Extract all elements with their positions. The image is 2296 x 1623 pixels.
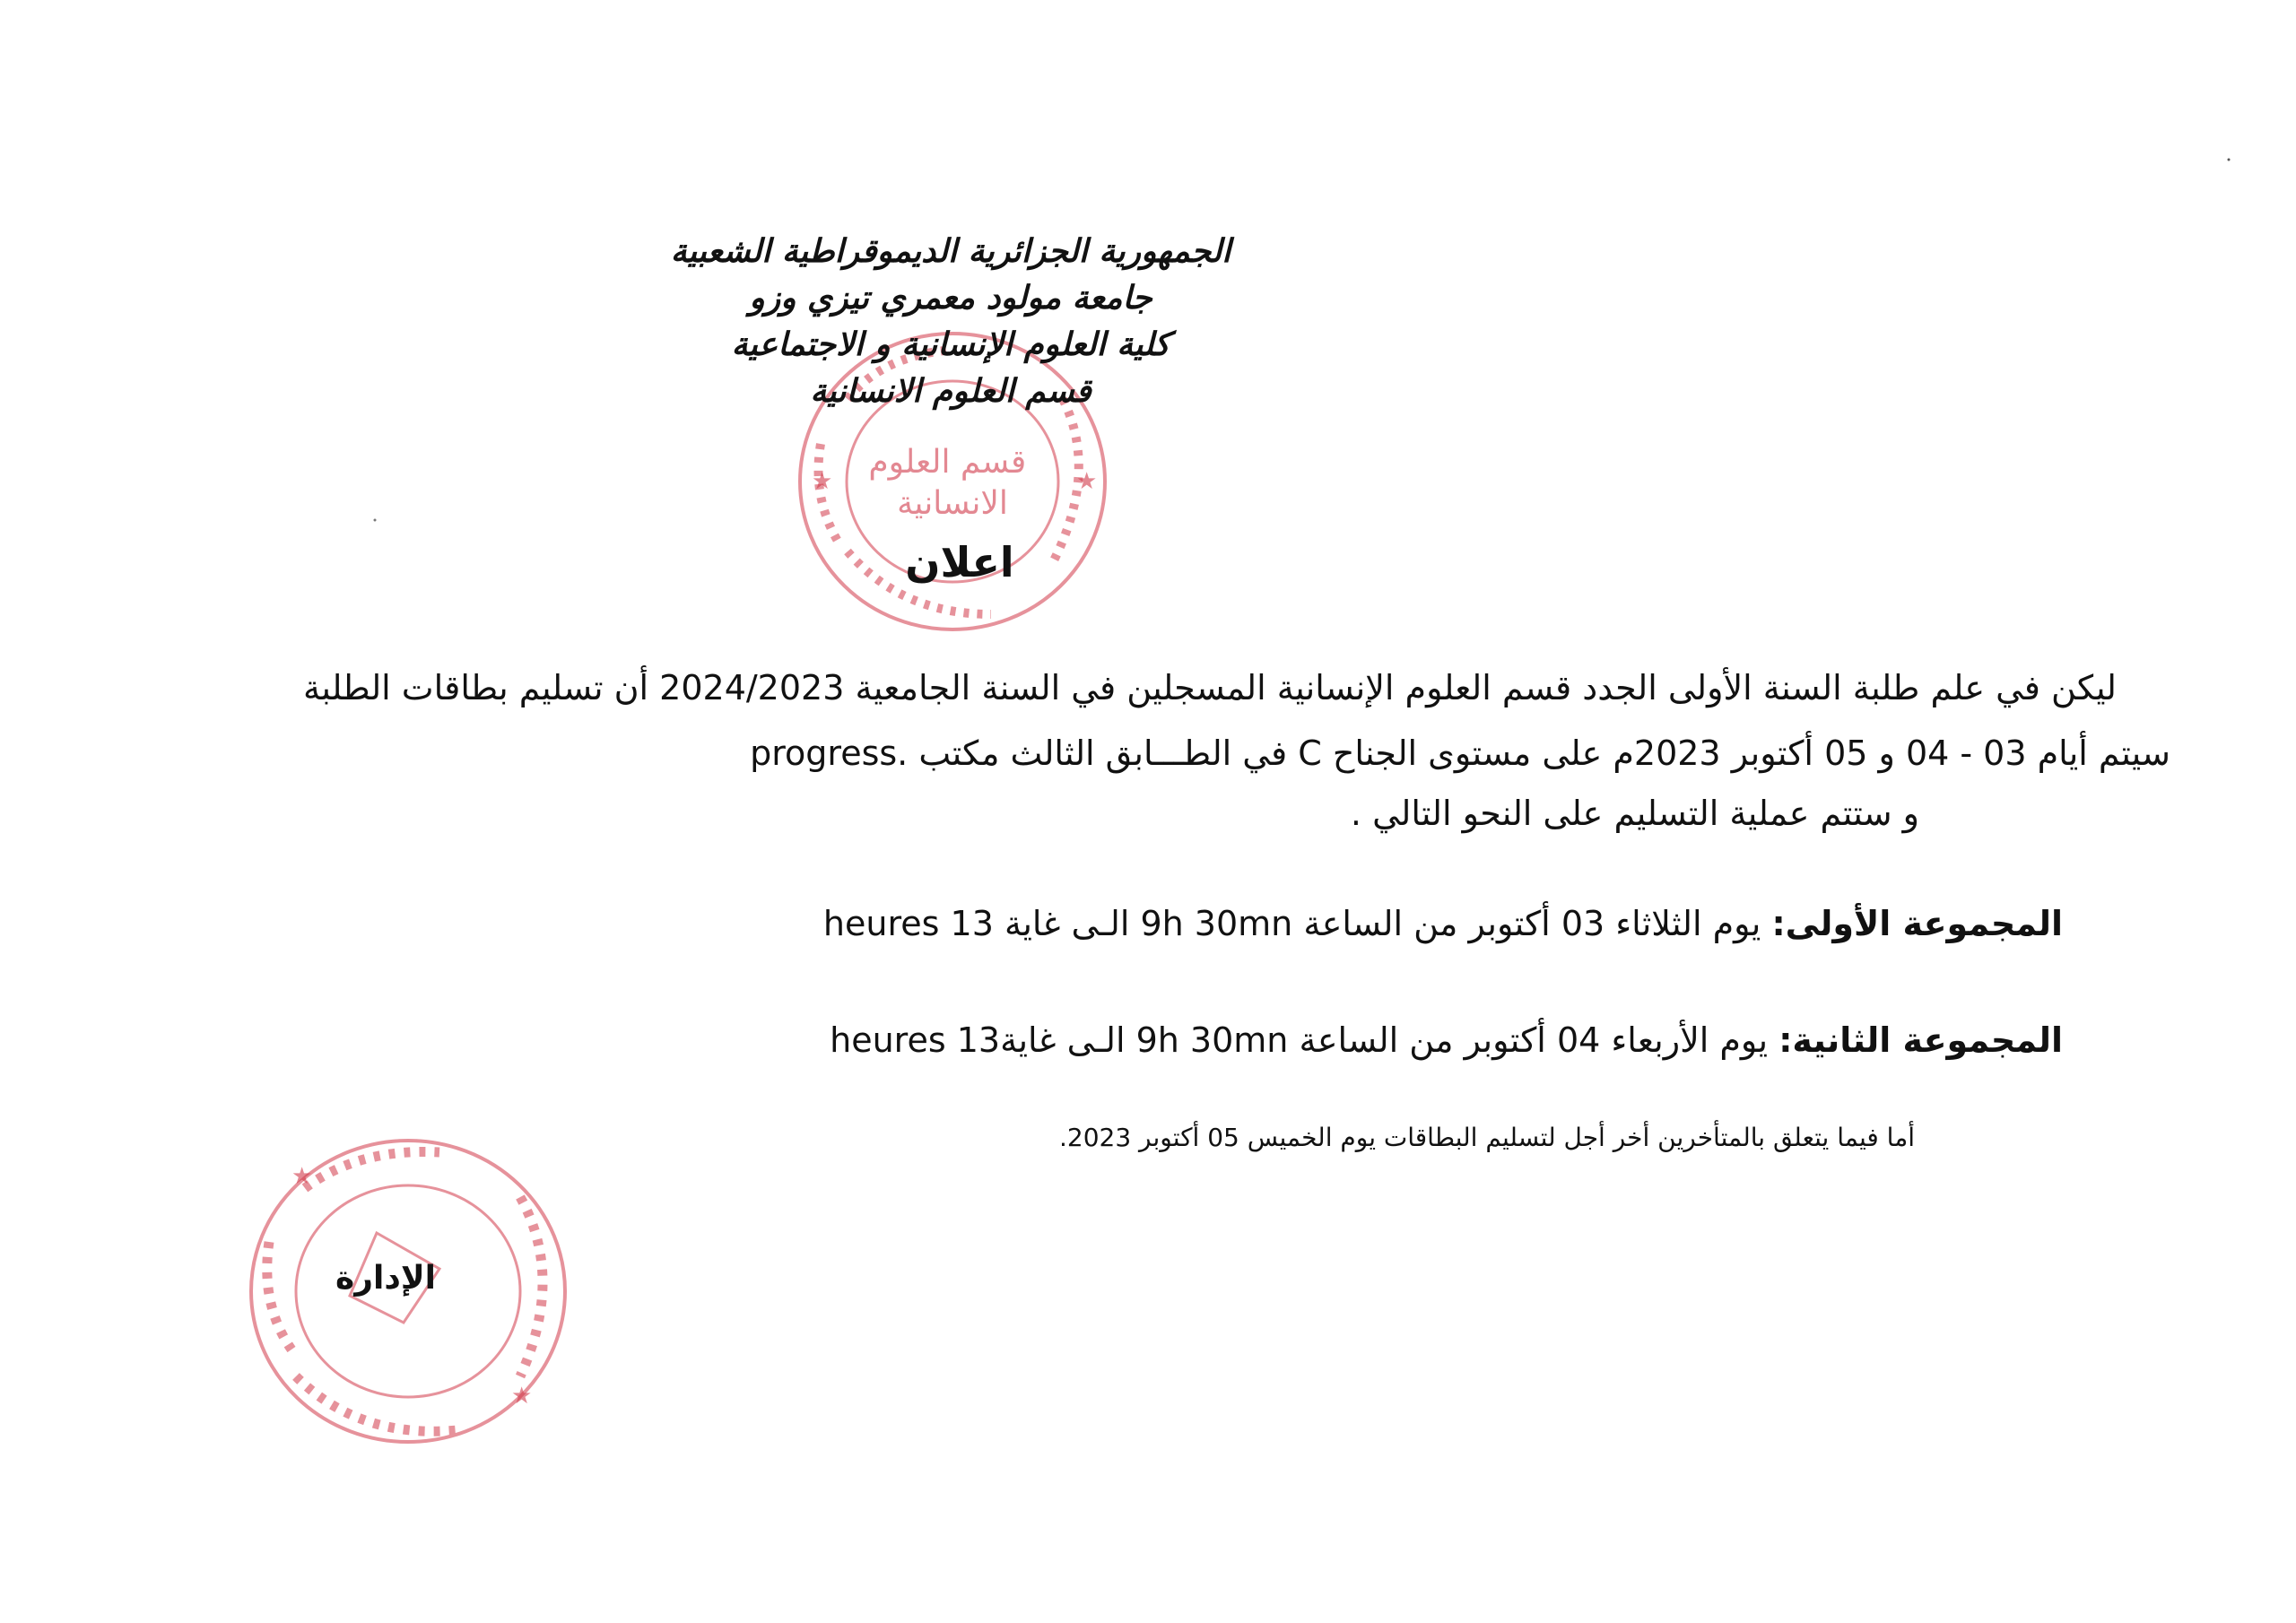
svg-text:★: ★ bbox=[812, 468, 833, 495]
svg-text:★: ★ bbox=[1076, 468, 1098, 495]
administration-signature: الإدارة bbox=[335, 1260, 436, 1297]
body-line-2: سيتم أيام 03 - 04 و 05 أكتوبر 2023م على مستوى الجناح C في الطـــابق الثالث مكتب .progress bbox=[750, 733, 2170, 773]
body-line-1: ليكن في علم طلبة السنة الأولى الجدد قسم العلوم الإنسانية المسجلين في السنة الجامعية 2024/2023 أن تسليم بطاقات الطلبة bbox=[303, 668, 2117, 707]
late-students-note: أما فيما يتعلق بالمتأخرين أخر أجل لتسليم البطاقات يوم الخميس 05 أكتوبر 2023. bbox=[1058, 1123, 1915, 1152]
group-2-text: يوم الأربعاء 04 أكتوبر من الساعة 9h 30mn الـى غاية13 heures bbox=[830, 1020, 1779, 1060]
group-2-label: المجموعة الثانية: bbox=[1779, 1020, 2063, 1060]
group-1-text: يوم الثلاثاء 03 أكتوبر من الساعة 9h 30mn الـى غاية 13 heures bbox=[822, 904, 1772, 943]
group-2-schedule bbox=[830, 1020, 2063, 1060]
header-university: جامعة مولود معمري تيزي وزو bbox=[749, 280, 1152, 317]
group-1-label: المجموعة الأولى: bbox=[1771, 904, 2063, 943]
document-header bbox=[628, 229, 1274, 415]
header-department: قسم العلوم الانسانية bbox=[810, 373, 1091, 410]
body-line-3: و ستتم عملية التسليم على النحو التالي . bbox=[1350, 794, 1919, 833]
stamp-inner-text: قسم العلوم الانسانية bbox=[868, 444, 1027, 522]
group-1-schedule bbox=[823, 904, 2063, 943]
svg-text:★: ★ bbox=[291, 1163, 313, 1190]
svg-text:★: ★ bbox=[511, 1383, 533, 1410]
announcement-title: اعلان bbox=[905, 538, 1014, 586]
header-faculty: كلية العلوم الإنسانية و الاجتماعية bbox=[731, 326, 1170, 363]
header-country: الجمهورية الجزائرية الديموقراطية الشعبية bbox=[670, 233, 1231, 270]
